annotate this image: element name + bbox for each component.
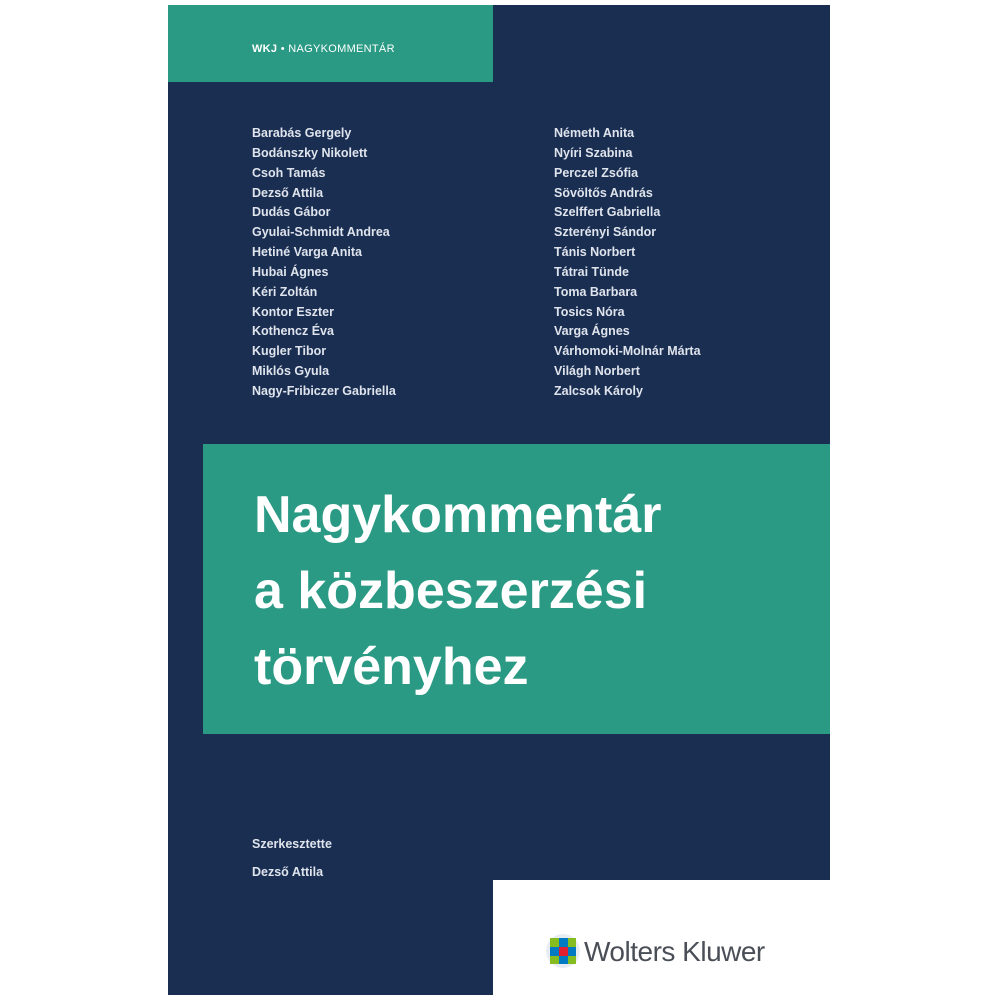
author-name: Perczel Zsófia [554,165,639,180]
book-title-line-2: a közbeszerzési [254,562,648,620]
author-name: Zalcsok Károly [554,383,643,398]
author-name: Dezső Attila [252,185,324,200]
author-name: Barabás Gergely [252,126,352,140]
book-title-line-1: Nagykommentár [254,486,662,544]
author-name: Dudás Gábor [252,205,331,220]
title-band [203,444,830,734]
author-name: Kothencz Éva [252,324,334,339]
publisher-name: Wolters Kluwer [584,936,765,967]
author-name: Tátrai Tünde [554,264,630,279]
author-name: Csoh Tamás [252,165,326,180]
author-name: Tánis Norbert [554,245,636,260]
author-name: Világh Norbert [554,364,640,379]
editor-name: Dezső Attila [252,865,324,879]
editor-label: Szerkesztette [252,837,332,851]
author-name: Miklós Gyula [252,364,330,379]
author-name: Bodánszky Nikolett [252,145,368,160]
author-name: Nyíri Szabina [554,145,633,160]
book-title-line-3: törvényhez [254,638,529,696]
book-cover [168,5,830,995]
author-name: Toma Barbara [554,284,638,299]
author-name: Kugler Tibor [252,344,327,359]
author-name: Gyulai-Schmidt Andrea [252,225,390,240]
author-list-right [554,124,701,402]
publisher-box [493,880,830,995]
author-name: Hetiné Varga Anita [252,245,362,260]
author-name: Tosics Nóra [554,304,625,319]
author-name: Várhomoki-Molnár Márta [554,344,701,359]
series-separator: • [280,43,285,55]
series-band [168,5,493,82]
wolters-kluwer-logo-icon [545,933,581,969]
author-name: Varga Ágnes [554,324,630,339]
author-name: Szelffert Gabriella [554,205,661,220]
author-name: Németh Anita [554,126,635,140]
series-label [252,43,395,55]
author-name: Hubai Ágnes [252,264,329,279]
author-name: Kontor Eszter [252,304,334,319]
series-brand: WKJ [252,43,278,55]
author-name: Sövöltős András [554,185,653,200]
author-list-left [252,124,396,402]
author-name: Nagy-Fribiczer Gabriella [252,383,396,398]
author-name: Kéri Zoltán [252,284,318,299]
series-name: NAGYKOMMENTÁR [288,43,395,55]
author-name: Szterényi Sándor [554,225,657,240]
